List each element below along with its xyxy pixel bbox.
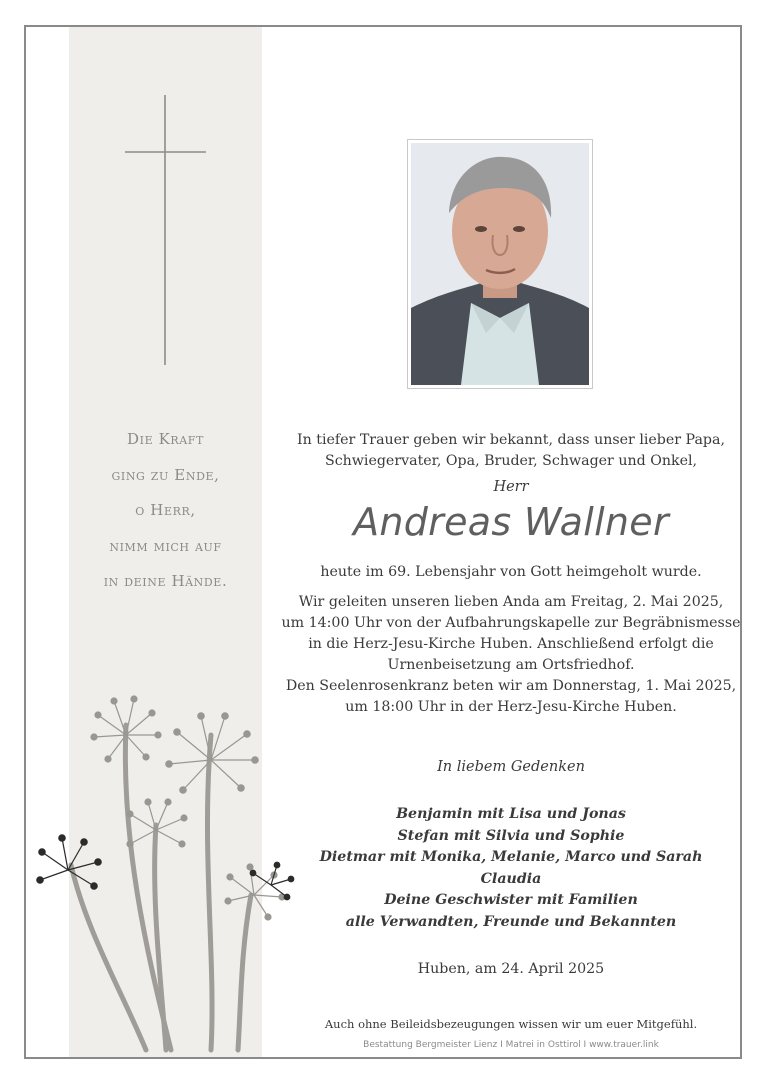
rosary-line: um 18:00 Uhr in der Herz-Jesu-Kirche Huben.: [345, 699, 677, 715]
intro-line: In tiefer Trauer geben wir bekannt, dass unser lieber Papa,: [297, 432, 725, 448]
funeral-line: Wir geleiten unseren lieben Anda am Freitag, 2. Mai 2025,: [298, 594, 724, 610]
funeral-line: Urnenbeisetzung am Ortsfriedhof.: [387, 657, 635, 673]
verse: [69, 422, 262, 600]
mourner-entry: Benjamin mit Lisa und Jonas: [396, 806, 626, 822]
intro-line: Schwiegervater, Opa, Bruder, Schwager und Onkel,: [324, 453, 698, 469]
funeral-line: in die Herz-Jesu-Kirche Huben. Anschließend erfolgt die: [308, 636, 714, 652]
place-date: Huben, am 24. April 2025: [417, 961, 605, 977]
mourner-entry: Claudia: [480, 870, 542, 887]
mourners-list: [280, 804, 742, 933]
mourner-entry: Stefan mit Silvia und Sophie: [397, 827, 625, 844]
mourner-entry: Deine Geschwister mit Familien: [384, 892, 638, 908]
undertaker-footer: Bestattung Bergmeister Lienz I Matrei in Osttirol I www.trauer.link: [363, 1040, 659, 1050]
age-line: heute im 69. Lebensjahr von Gott heimgeholt wurde.: [320, 564, 702, 580]
intro-text: [280, 430, 742, 472]
rosary-line: Den Seelenrosenkranz beten wir am Donnerstag, 1. Mai 2025,: [285, 678, 737, 694]
mourner-entry: alle Verwandten, Freunde und Bekannten: [345, 913, 677, 930]
deceased-name: Andreas Wallner: [353, 500, 669, 544]
honorific: Herr: [493, 479, 529, 495]
dandelion-flowers-icon: [26, 690, 296, 1060]
verse-line: ging zu Ende,: [111, 465, 220, 484]
portrait-image: [411, 143, 589, 385]
rosary-details: [280, 676, 742, 718]
mourner-entry: Dietmar mit Monika, Melanie, Marco und Sarah: [319, 849, 703, 865]
funeral-details: [280, 592, 742, 676]
verse-line: o Herr,: [135, 501, 196, 519]
verse-line: Die Kraft: [127, 430, 204, 448]
condolence-note: Auch ohne Beileidsbezeugungen wissen wir um euer Mitgefühl.: [324, 1017, 698, 1031]
funeral-line: um 14:00 Uhr von der Aufbahrungskapelle zur Begräbnismesse: [281, 615, 741, 631]
portrait-photo: [407, 139, 593, 389]
remembrance-heading: In liebem Gedenken: [437, 759, 585, 775]
verse-line: in deine Hände.: [103, 572, 228, 590]
verse-line: nimm mich auf: [109, 536, 222, 555]
